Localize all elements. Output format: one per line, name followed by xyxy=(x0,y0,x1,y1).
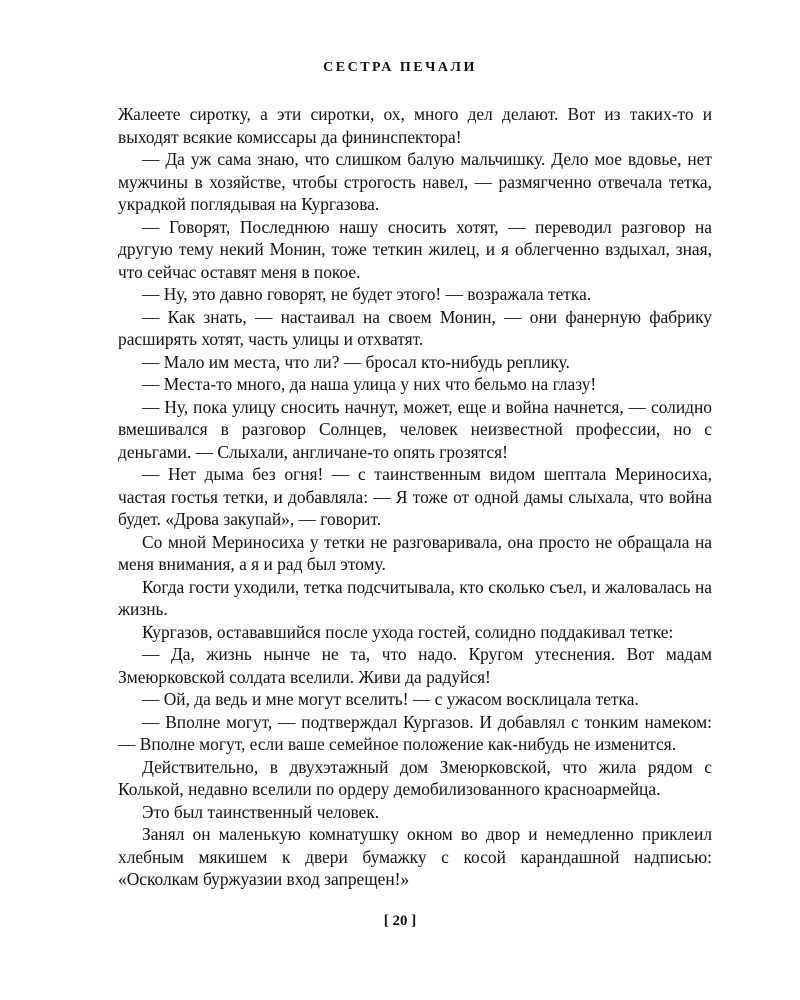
paragraph: Действительно, в двухэтажный дом Змеюрковской, что жила рядом с Колькой, недавно вселили по ордеру демобилизованного красноармейца. xyxy=(118,756,712,799)
paragraph: Жалеете сиротку, а эти сиротки, ох, много дел делают. Вот из таких-то и выходят всякие комиссары да фининспектора! xyxy=(118,104,712,147)
paragraph: Кургазов, остававшийся после ухода гостей, солидно поддакивал тетке: xyxy=(142,621,674,642)
paragraph: Когда гости уходили, тетка подсчитывала, кто сколько съел, и жаловалась на жизнь. xyxy=(118,576,712,619)
paragraph: Занял он маленькую комнатушку окном во двор и немедленно приклеил хлебным мякишем к двери бумажку с косой карандашной надписью: «Осколкам буржуазии вход запрещен!» xyxy=(118,824,712,889)
paragraph: — Да уж сама знаю, что слишком балую мальчишку. Дело мое вдовье, нет мужчины в хозяйстве, чтобы строгость навел, — размягченно отвечала тетка, украдкой поглядывая на Кургазова. xyxy=(118,149,712,214)
paragraph: — Говорят, Последнюю нашу сносить хотят, — переводил разговор на другую тему некий Монин, тоже теткин жилец, и я облегченно вздыхал, зная, что сейчас оставят меня в покое. xyxy=(118,216,712,282)
paragraph: — Как знать, — настаивал на своем Монин, — они фанерную фабрику расширять хотят, часть улицы и отхватят. xyxy=(118,306,712,349)
paragraph: — Ну, это давно говорят, не будет этого! — возражала тетка. xyxy=(142,284,592,304)
paragraph: — Нет дыма без огня! — с таинственным видом шептала Мериносиха, частая гостья тетки, и добавляла: — Я тоже от одной дамы слыхала, что война будет. «Дрова закупай», — говорит. xyxy=(118,464,712,529)
paragraph: — Ой, да ведь и мне могут вселить! — с ужасом восклицала тетка. xyxy=(142,689,639,709)
body-text xyxy=(118,103,712,891)
page-number: [ 20 ] xyxy=(383,913,417,929)
paragraph: — Места-то много, да наша улица у них что бельмо на глазу! xyxy=(142,374,597,394)
paragraph: — Ну, пока улицу сносить начнут, может, еще и война начнется, — солидно вмешивался в разговор Солнцев, человек неизвестной профессии, но с деньгами. — Слыхали, англичане-то опять грозятся! xyxy=(118,396,712,462)
paragraph: — Мало им места, что ли? — бросал кто-нибудь реплику. xyxy=(142,351,570,372)
running-header: СЕСТРА ПЕЧАЛИ xyxy=(323,60,477,75)
paragraph: Это был таинственный человек. xyxy=(142,801,380,822)
paragraph: — Вполне могут, — подтверждал Кургазов. И добавлял с тонким намеком: — Вполне могут, если ваше семейное положение как-нибудь не изменится. xyxy=(118,711,712,754)
paragraph: Со мной Мериносиха у тетки не разговаривала, она просто не обращала на меня внимания, а я и рад был этому. xyxy=(118,531,712,574)
paragraph: — Да, жизнь нынче не та, что надо. Кругом утеснения. Вот мадам Змеюрковской солдата вселили. Живи да радуйся! xyxy=(118,644,712,687)
